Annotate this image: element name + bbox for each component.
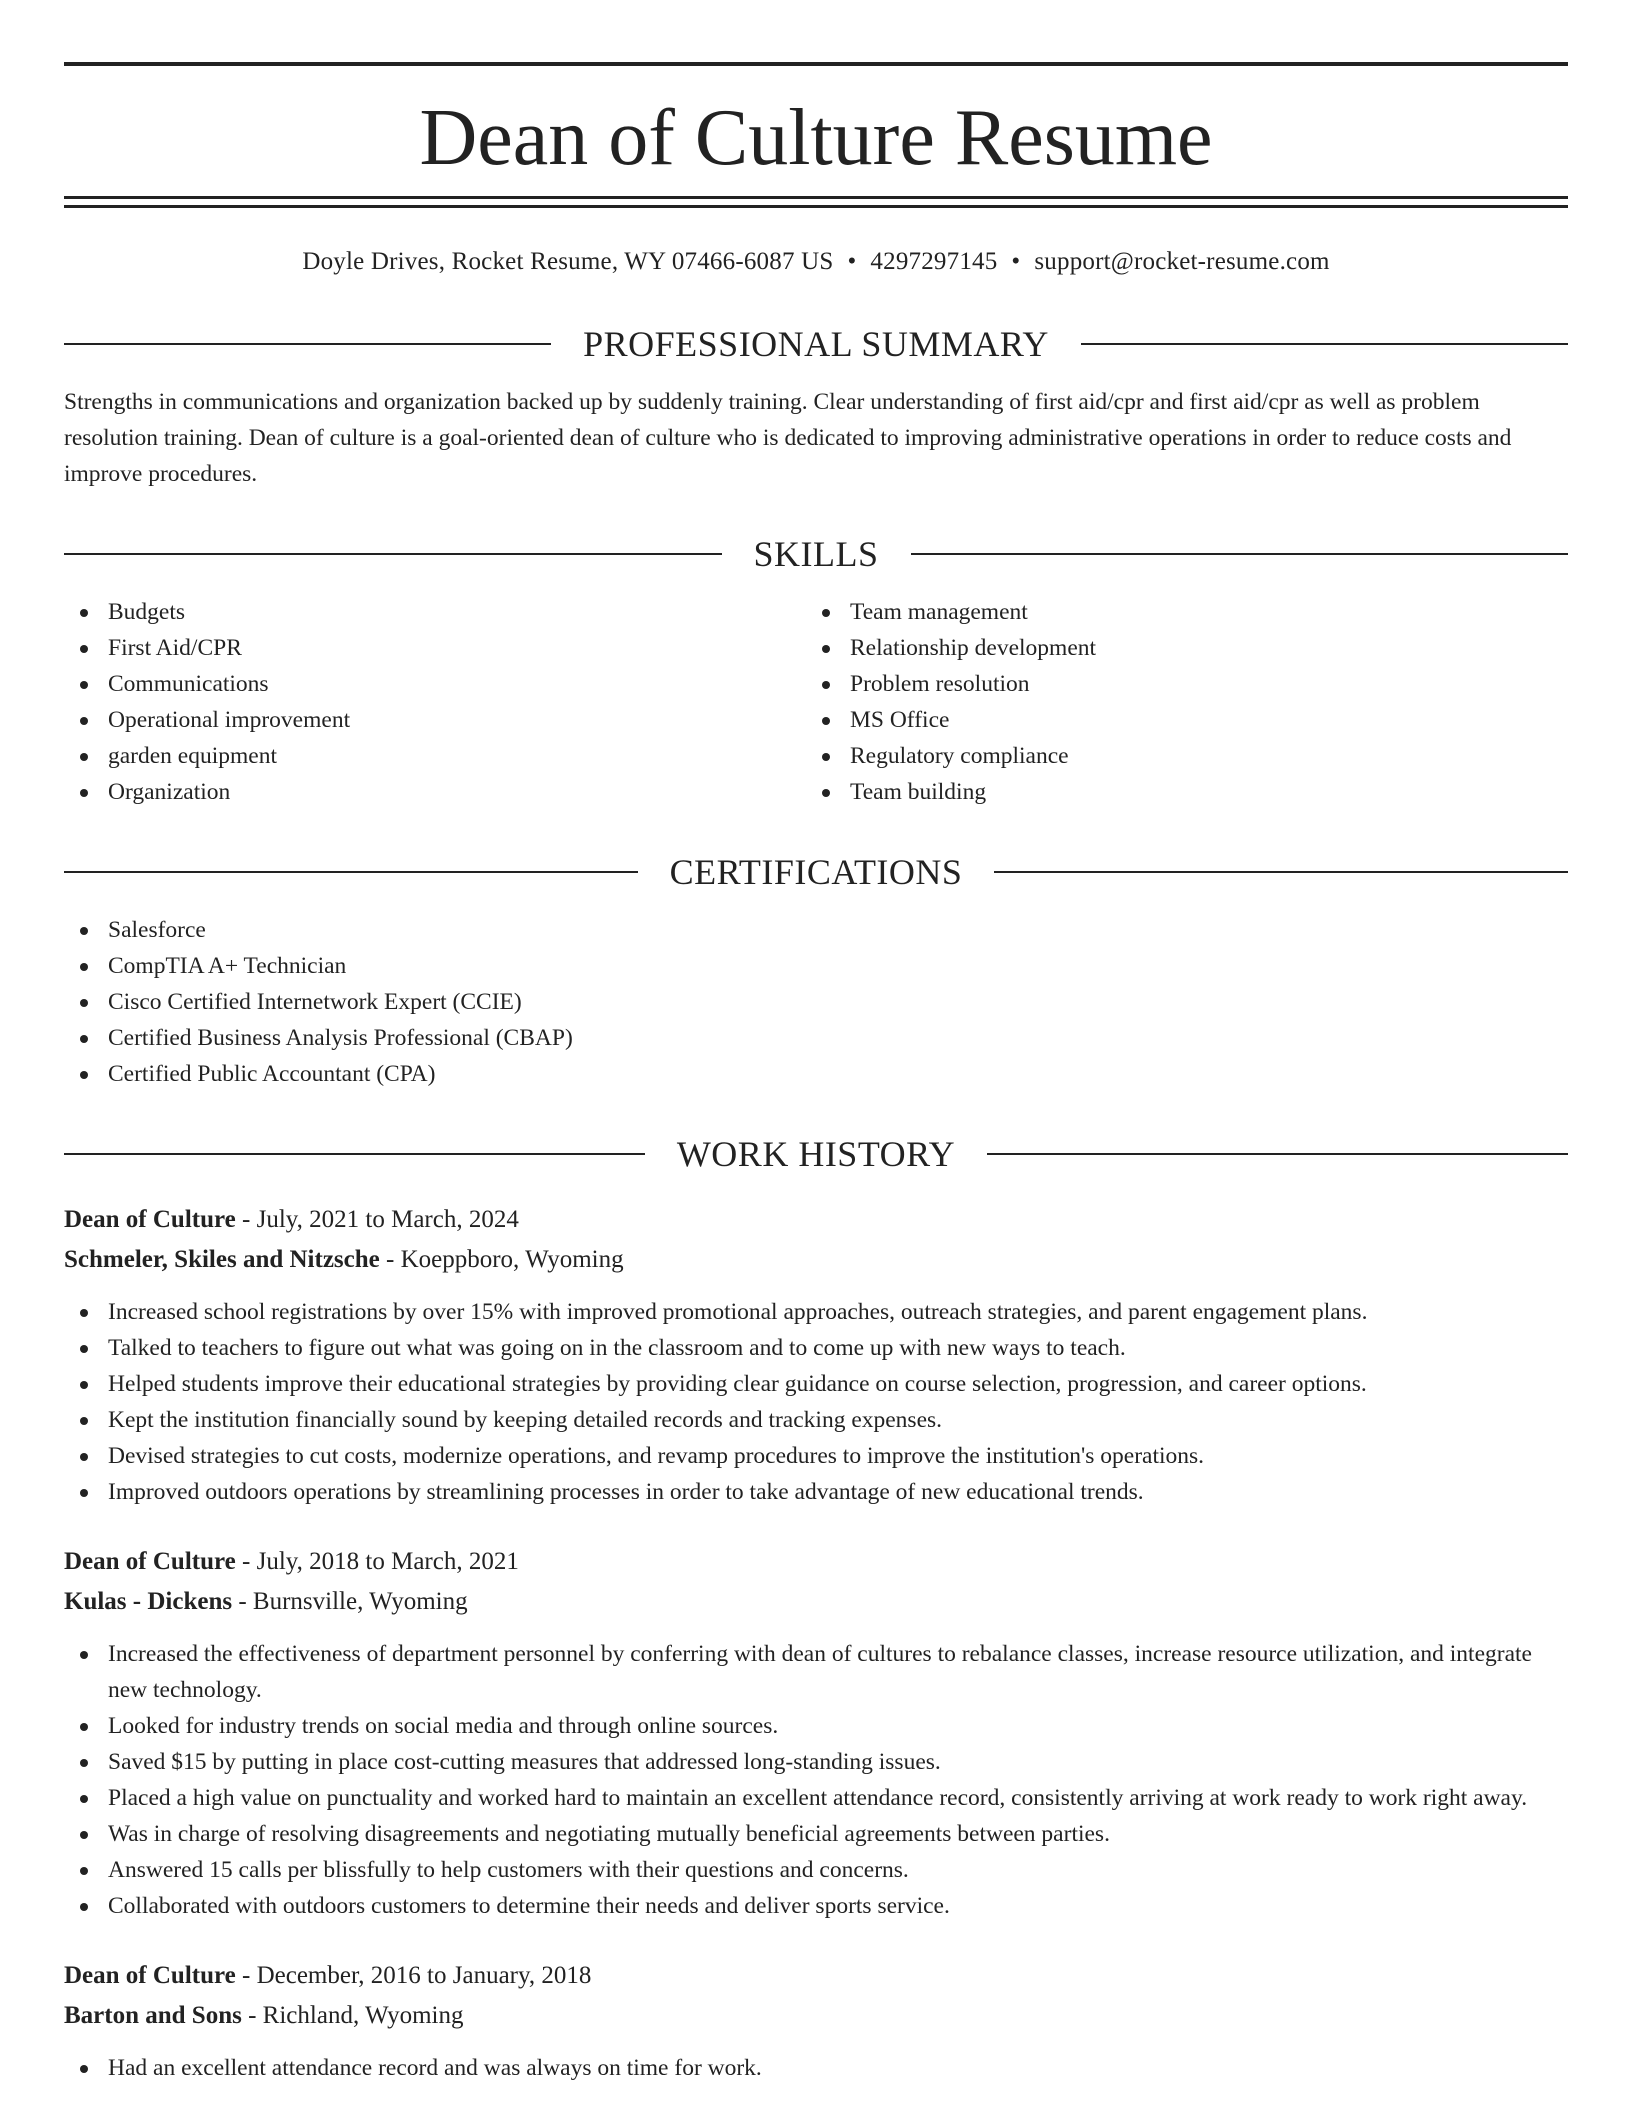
contact-line [64,242,1568,282]
contact-separator: • [1011,248,1021,275]
job-dates: - July, 2018 to March, 2021 [235,1548,519,1575]
certification-item: CompTIA A+ Technician [64,948,1568,984]
contact-phone: 4297297145 [870,248,998,275]
skills-grid [64,594,1568,810]
job-bullet: Increased school registrations by over 15% with improved promotional approaches, outreach strategies, and parent engagement plans. [64,1294,1568,1330]
job-bullet: Had an excellent attendance record and was always on time for work. [64,2050,1568,2086]
skill-item: garden equipment [64,738,806,774]
section-rule-left [64,553,722,555]
certification-item: Certified Business Analysis Professional (CBAP) [64,1020,1568,1056]
job-company: Kulas - Dickens [64,1588,233,1615]
job-title: Dean of Culture [64,1548,236,1575]
skill-item: First Aid/CPR [64,630,806,666]
section-rule-right [1081,343,1568,345]
job-dates: - December, 2016 to January, 2018 [235,1962,592,1989]
job-bullet: Devised strategies to cut costs, modernize operations, and revamp procedures to improve the institution's operations. [64,1438,1568,1474]
job-company: Barton and Sons [64,2002,242,2029]
job-bullet: Answered 15 calls per blissfully to help customers with their questions and concerns. [64,1852,1568,1888]
job-bullet: Talked to teachers to figure out what was going on in the classroom and to come up with new ways to teach. [64,1330,1568,1366]
section-rule-right [987,1153,1568,1155]
section-header-certifications [64,852,1568,892]
job-entry [64,1956,1568,2086]
skill-item: Problem resolution [806,666,1548,702]
job-location: - Richland, Wyoming [241,2002,464,2029]
skill-item: Budgets [64,594,806,630]
job-dates: - July, 2021 to March, 2024 [235,1206,519,1233]
job-entry [64,1542,1568,1924]
job-location: - Koeppboro, Wyoming [379,1246,624,1273]
section-rule-left [64,1153,645,1155]
job-location: - Burnsville, Wyoming [232,1588,468,1615]
skill-item: MS Office [806,702,1548,738]
resume-title: Dean of Culture Resume [419,94,1213,182]
contact-separator: • [847,248,857,275]
section-rule-left [64,343,551,345]
section-header-skills [64,534,1568,574]
skill-item: Team management [806,594,1548,630]
section-title: CERTIFICATIONS [669,852,963,892]
title-double-rule [64,196,1568,208]
summary-text: Strengths in communications and organization backed up by suddenly training. Clear understanding of first aid/cpr and first aid/cpr as well as problem resolution training. Dean of culture is a goal-oriented dean of culture who is dedicated to improving administrative operations in order to reduce costs and improve procedures. [64,389,1512,487]
job-title-line [64,1200,1568,1240]
job-title: Dean of Culture [64,1206,236,1233]
section-title: WORK HISTORY [676,1134,956,1174]
job-bullets [64,2050,1568,2086]
skill-item: Team building [806,774,1548,810]
section-rule-right [911,553,1569,555]
job-bullet: Improved outdoors operations by streamlining processes in order to take advantage of new educational trends. [64,1474,1568,1510]
job-bullet: Collaborated with outdoors customers to determine their needs and deliver sports service. [64,1888,1568,1924]
top-rule [64,62,1568,66]
certification-item: Cisco Certified Internetwork Expert (CCIE) [64,984,1568,1020]
job-entry [64,1200,1568,1510]
section-header-work-history [64,1134,1568,1174]
job-bullets [64,1636,1568,1924]
certifications-list [64,912,1568,1092]
section-rule-right [994,871,1568,873]
job-bullet: Helped students improve their educational strategies by providing clear guidance on course selection, progression, and career options. [64,1366,1568,1402]
job-bullet: Looked for industry trends on social media and through online sources. [64,1708,1568,1744]
skill-item: Relationship development [806,630,1548,666]
job-company: Schmeler, Skiles and Nitzsche [64,1246,380,1273]
job-bullet: Saved $15 by putting in place cost-cutting measures that addressed long-standing issues. [64,1744,1568,1780]
job-company-line [64,1996,1568,2036]
section-title: SKILLS [753,534,879,574]
job-bullet: Was in charge of resolving disagreements and negotiating mutually beneficial agreements between parties. [64,1816,1568,1852]
job-bullet: Placed a high value on punctuality and worked hard to maintain an excellent attendance record, consistently arriving at work ready to work right away. [64,1780,1568,1816]
job-bullets [64,1294,1568,1510]
skill-item: Organization [64,774,806,810]
job-title-line [64,1542,1568,1582]
skill-item: Operational improvement [64,702,806,738]
job-company-line [64,1240,1568,1280]
job-bullet: Kept the institution financially sound by keeping detailed records and tracking expenses. [64,1402,1568,1438]
job-title: Dean of Culture [64,1962,236,1989]
certification-item: Salesforce [64,912,1568,948]
skill-item: Regulatory compliance [806,738,1548,774]
job-company-line [64,1582,1568,1622]
job-title-line [64,1956,1568,1996]
certification-item: Certified Public Accountant (CPA) [64,1056,1568,1092]
section-rule-left [64,871,638,873]
skills-column-left [64,594,806,810]
contact-email: support@rocket-resume.com [1034,248,1330,275]
contact-address: Doyle Drives, Rocket Resume, WY 07466-6087 US [302,248,834,275]
section-header-summary [64,324,1568,364]
skills-column-right [806,594,1548,810]
skill-item: Communications [64,666,806,702]
job-bullet: Increased the effectiveness of department personnel by conferring with dean of cultures to rebalance classes, increase resource utilization, and integrate new technology. [64,1636,1568,1708]
section-title: PROFESSIONAL SUMMARY [583,324,1049,364]
